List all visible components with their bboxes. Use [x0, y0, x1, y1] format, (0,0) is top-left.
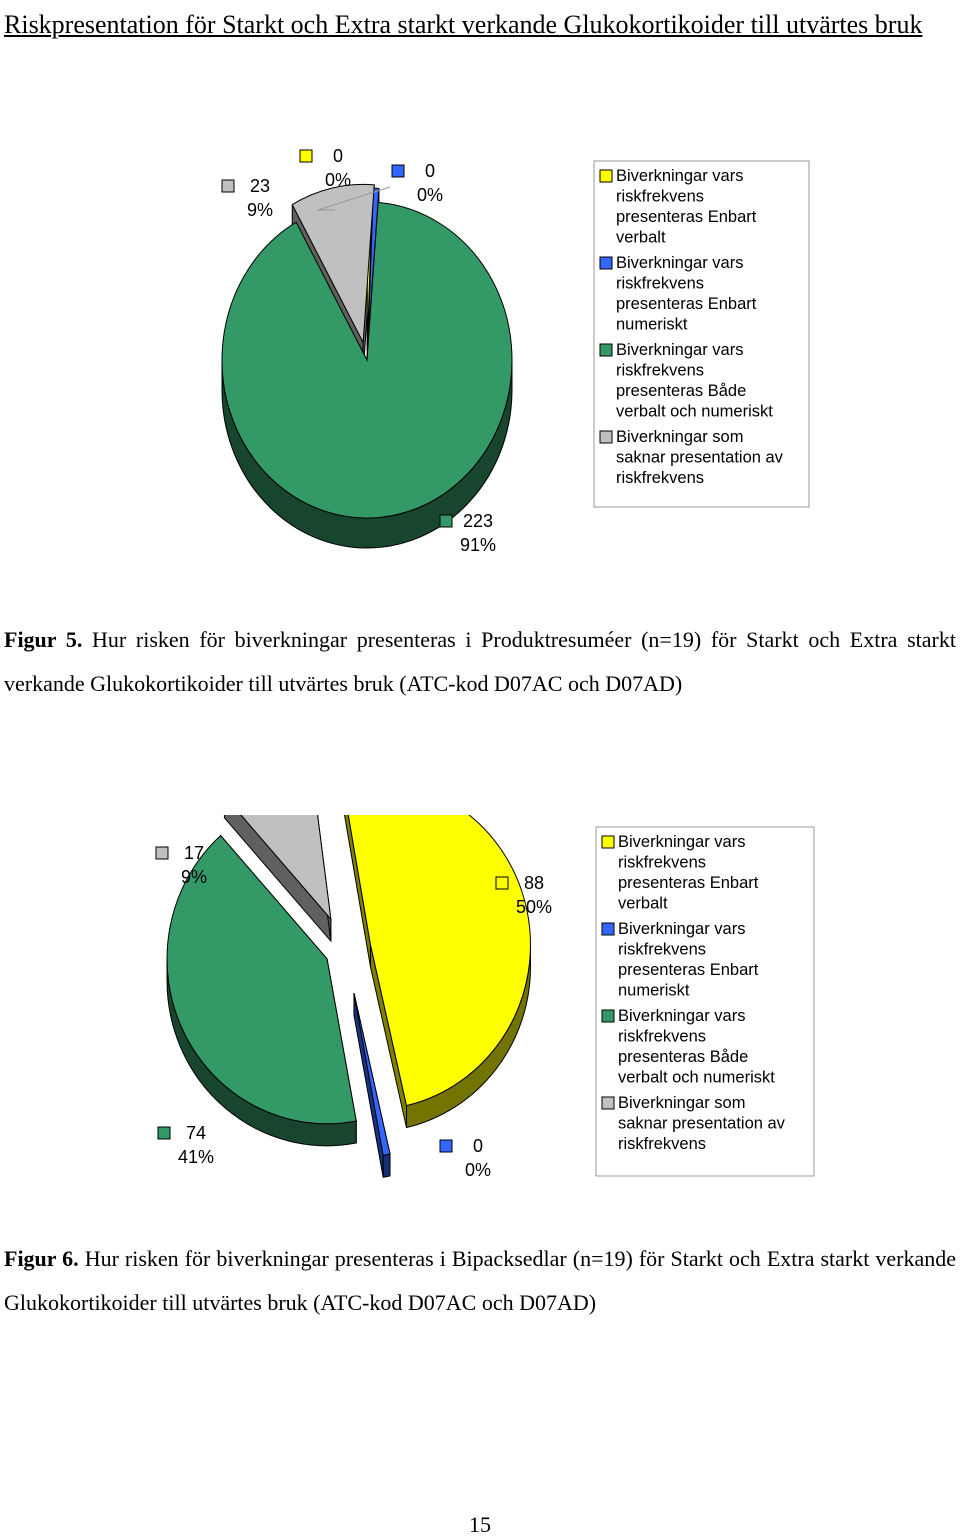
- data-label: [300, 146, 351, 190]
- pie-chart-figure-6: [0, 815, 960, 1190]
- data-label-value: 74: [185, 1123, 207, 1143]
- figure-6-caption: [4, 1237, 956, 1325]
- legend-label: verbalt: [618, 894, 668, 913]
- data-label: [158, 1123, 214, 1167]
- data-label-value: 0: [332, 146, 344, 166]
- pie-chart-figure-6-svg: [0, 815, 960, 1190]
- data-label-swatch: [392, 165, 404, 177]
- data-label-swatch: [158, 1127, 170, 1139]
- legend-label: Biverkningar vars: [618, 1007, 746, 1025]
- legend-label: saknar presentation av: [616, 448, 783, 467]
- data-label-value: 23: [249, 176, 271, 196]
- data-label-percent: 50%: [515, 897, 553, 917]
- legend-label: verbalt och numeriskt: [616, 402, 773, 421]
- chart-legend: [596, 827, 814, 1176]
- legend-swatch: [600, 257, 612, 269]
- legend-label: riskfrekvens: [618, 1135, 707, 1153]
- figure-5-caption: [4, 618, 956, 706]
- data-label-swatch: [222, 180, 234, 192]
- data-label-value: 223: [462, 511, 494, 531]
- legend-label: Biverkningar vars: [616, 254, 744, 272]
- data-label: [440, 1136, 491, 1180]
- data-label-percent: 0%: [416, 185, 444, 205]
- data-label-swatch: [440, 1140, 452, 1152]
- data-label-percent: 0%: [324, 170, 352, 190]
- legend-label: Biverkningar som: [618, 1094, 746, 1112]
- page-number: 15: [469, 1512, 491, 1537]
- data-label-percent: 91%: [459, 535, 497, 555]
- legend-label: numeriskt: [618, 981, 690, 1000]
- data-label-percent: 0%: [464, 1160, 492, 1180]
- legend-label: numeriskt: [616, 315, 688, 334]
- legend-swatch: [600, 344, 612, 356]
- pie-chart-figure-5: [0, 140, 960, 570]
- data-label: [392, 161, 443, 205]
- data-label-swatch: [156, 847, 168, 859]
- legend-label: presenteras Enbart: [618, 874, 759, 892]
- data-label-value: 17: [183, 843, 205, 863]
- figure-5-caption-text: Hur risken för biverkningar presenteras i Produktresuméer (n=19) för Starkt och Extra starkt verkande Glukokortikoider till utvärtes bruk (ATC-kod D07AC och D07AD): [4, 627, 956, 696]
- page-heading: Riskpresentation för Starkt och Extra starkt verkande Glukokortikoider till utvärtes bruk: [4, 10, 923, 39]
- data-label-percent: 41%: [177, 1147, 215, 1167]
- data-label-swatch: [496, 877, 508, 889]
- legend-label: verbalt: [616, 228, 666, 247]
- data-label: [440, 511, 496, 555]
- legend-label: Biverkningar vars: [616, 341, 744, 359]
- legend-label: saknar presentation av: [618, 1114, 785, 1133]
- data-label-value: 0: [472, 1136, 484, 1156]
- chart-legend: [594, 161, 809, 507]
- pie-slice-edge: [383, 1154, 390, 1177]
- legend-label: riskfrekvens: [616, 361, 705, 380]
- legend-swatch: [602, 836, 614, 848]
- legend-label: Biverkningar som: [616, 428, 744, 446]
- legend-label: Biverkningar vars: [618, 833, 746, 851]
- legend-label: riskfrekvens: [618, 853, 707, 872]
- legend-swatch: [602, 1097, 614, 1109]
- legend-label: presenteras Enbart: [616, 208, 757, 226]
- data-label-swatch: [300, 150, 312, 162]
- legend-label: presenteras Både: [618, 1048, 749, 1066]
- legend-label: riskfrekvens: [616, 469, 705, 487]
- data-label-swatch: [440, 515, 452, 527]
- legend-swatch: [600, 431, 612, 443]
- data-label-value: 88: [523, 873, 545, 893]
- legend-label: verbalt och numeriskt: [618, 1068, 775, 1087]
- data-label-value: 0: [424, 161, 436, 181]
- legend-label: presenteras Både: [616, 382, 747, 400]
- legend-label: presenteras Enbart: [618, 961, 759, 979]
- pie-slice-wall: [354, 993, 383, 1177]
- figure-6-caption-text: Hur risken för biverkningar presenteras i Bipacksedlar (n=19) för Starkt och Extra starkt verkande Glukokortikoider till utvärtes bruk (ATC-kod D07AC och D07AD): [4, 1246, 956, 1315]
- legend-swatch: [602, 1010, 614, 1022]
- legend-label: presenteras Enbart: [616, 295, 757, 313]
- figure-6-label: Figur 6.: [4, 1246, 79, 1271]
- legend-swatch: [602, 923, 614, 935]
- legend-label: riskfrekvens: [616, 187, 705, 206]
- pie-chart-figure-5-svg: [0, 140, 960, 570]
- legend-label: Biverkningar vars: [618, 920, 746, 938]
- data-label: [222, 176, 273, 220]
- legend-label: Biverkningar vars: [616, 167, 744, 185]
- figure-5-label: Figur 5.: [4, 627, 83, 652]
- legend-label: riskfrekvens: [618, 940, 707, 959]
- legend-label: riskfrekvens: [618, 1027, 707, 1046]
- data-label-percent: 9%: [246, 200, 274, 220]
- legend-swatch: [600, 170, 612, 182]
- legend-label: riskfrekvens: [616, 274, 705, 293]
- data-label-percent: 9%: [180, 867, 208, 887]
